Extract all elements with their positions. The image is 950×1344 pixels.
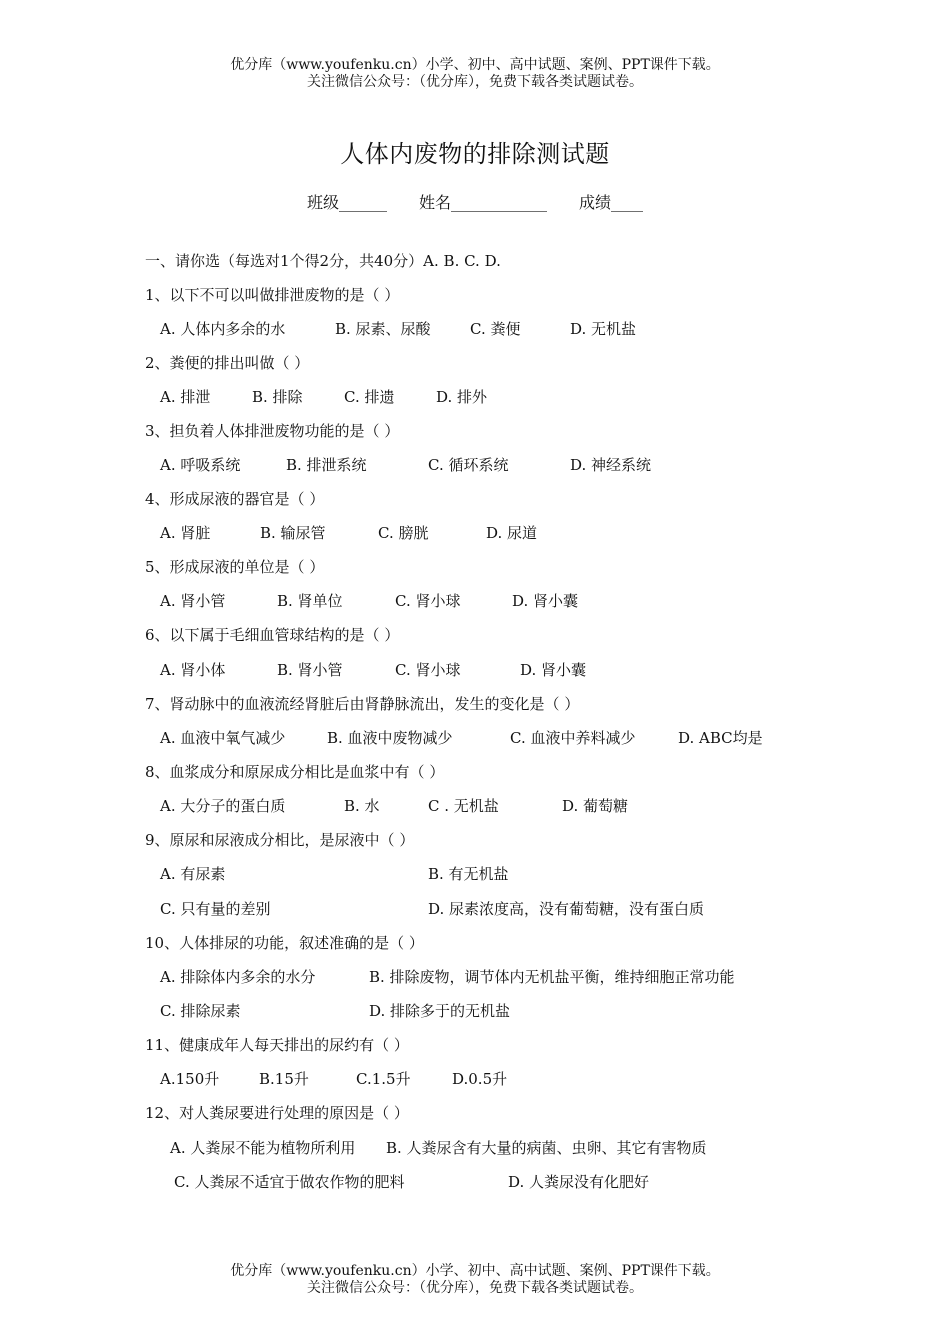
option-a[interactable]: A. 肾脏 — [160, 524, 211, 542]
option-b[interactable]: B. 尿素、尿酸 — [335, 320, 431, 338]
header-line-1: 优分库（www.youfenku.cn）小学、初中、高中试题、案例、PPT课件下载。 — [230, 57, 720, 73]
option-d[interactable]: D. 人粪尿没有化肥好 — [508, 1173, 650, 1191]
question-10: 10、人体排尿的功能，叙述准确的是（ ） — [145, 934, 424, 952]
student-info-row — [0, 190, 950, 213]
option-b[interactable]: B. 人粪尿含有大量的病菌、虫卵、其它有害物质 — [386, 1139, 707, 1157]
option-a[interactable]: A. 人体内多余的水 — [160, 320, 286, 338]
options-7 — [160, 727, 763, 748]
option-a[interactable]: A. 肾小体 — [160, 661, 226, 679]
option-b[interactable]: B. 血液中废物减少 — [327, 729, 453, 747]
options-8 — [160, 795, 628, 816]
option-d[interactable]: D. 尿素浓度高，没有葡萄糖，没有蛋白质 — [428, 900, 705, 918]
option-a[interactable]: A. 肾小管 — [160, 592, 226, 610]
options-12b — [174, 1171, 649, 1192]
option-d[interactable]: D. 肾小囊 — [520, 661, 587, 679]
question-4: 4、形成尿液的器官是（ ） — [145, 490, 325, 508]
options-9a — [160, 863, 509, 884]
option-b[interactable]: B. 输尿管 — [260, 524, 326, 542]
options-11 — [160, 1068, 507, 1089]
option-b[interactable]: B. 有无机盐 — [428, 865, 509, 883]
option-c[interactable]: C. 排除尿素 — [160, 1002, 241, 1020]
option-a[interactable]: A. 排泄 — [160, 388, 211, 406]
options-10b — [160, 1000, 510, 1021]
option-d[interactable]: D.0.5升 — [452, 1070, 508, 1088]
option-d[interactable]: D. 尿道 — [486, 524, 538, 542]
option-b[interactable]: B. 排除废物，调节体内无机盐平衡，维持细胞正常功能 — [369, 968, 735, 986]
option-c[interactable]: C.1.5升 — [356, 1070, 411, 1088]
option-c[interactable]: C. 肾小球 — [395, 661, 461, 679]
option-c[interactable]: C. 粪便 — [470, 320, 521, 338]
options-6 — [160, 659, 586, 680]
option-c[interactable]: C. 血液中养料减少 — [510, 729, 636, 747]
option-b[interactable]: B. 肾单位 — [277, 592, 343, 610]
options-12a — [170, 1137, 707, 1158]
question-9: 9、原尿和尿液成分相比，是尿液中（ ） — [145, 831, 415, 849]
question-12: 12、对人粪尿要进行处理的原因是（ ） — [145, 1104, 409, 1122]
option-c[interactable]: C. 肾小球 — [395, 592, 461, 610]
question-7: 7、肾动脉中的血液流经肾脏后由肾静脉流出，发生的变化是（ ） — [145, 695, 580, 713]
options-1 — [160, 318, 636, 339]
option-a[interactable]: A. 大分子的蛋白质 — [160, 797, 286, 815]
option-c[interactable]: C. 人粪尿不适宜于做农作物的肥料 — [174, 1173, 405, 1191]
option-b[interactable]: B. 排泄系统 — [286, 456, 367, 474]
option-d[interactable]: D. 肾小囊 — [512, 592, 579, 610]
question-2: 2、粪便的排出叫做（ ） — [145, 354, 310, 372]
question-6: 6、以下属于毛细血管球结构的是（ ） — [145, 626, 400, 644]
question-11: 11、健康成年人每天排出的尿约有（ ） — [145, 1036, 409, 1054]
name-field[interactable]: 姓名____________ — [418, 193, 547, 212]
option-a[interactable]: A. 血液中氧气减少 — [160, 729, 286, 747]
option-d[interactable]: D. 排除多于的无机盐 — [369, 1002, 511, 1020]
footer-line-2: 关注微信公众号：（优分库），免费下载各类试题试卷。 — [307, 1280, 643, 1296]
option-b[interactable]: B. 水 — [344, 797, 380, 815]
footer-banner — [0, 1263, 950, 1297]
option-a[interactable]: A. 呼吸系统 — [160, 456, 241, 474]
options-4 — [160, 522, 537, 543]
option-a[interactable]: A.150升 — [160, 1070, 220, 1088]
question-1: 1、以下不可以叫做排泄废物的是（ ） — [145, 286, 400, 304]
option-d[interactable]: D. ABC均是 — [678, 729, 763, 747]
question-3: 3、担负着人体排泄废物功能的是（ ） — [145, 422, 400, 440]
option-a[interactable]: A. 有尿素 — [160, 865, 226, 883]
option-a[interactable]: A. 排除体内多余的水分 — [160, 968, 316, 986]
footer-line-1: 优分库（www.youfenku.cn）小学、初中、高中试题、案例、PPT课件下载。 — [230, 1263, 720, 1279]
option-c[interactable]: C . 无机盐 — [428, 797, 499, 815]
header-banner — [0, 57, 950, 91]
option-b[interactable]: B.15升 — [259, 1070, 309, 1088]
option-c[interactable]: C. 膀胱 — [378, 524, 429, 542]
option-c[interactable]: C. 循环系统 — [428, 456, 509, 474]
score-field[interactable]: 成绩____ — [579, 193, 644, 212]
page-title: 人体内废物的排除测试题 — [340, 140, 610, 168]
options-9b — [160, 898, 704, 919]
options-3 — [160, 454, 651, 475]
question-5: 5、形成尿液的单位是（ ） — [145, 558, 325, 576]
options-2 — [160, 386, 487, 407]
option-d[interactable]: D. 无机盐 — [570, 320, 637, 338]
option-b[interactable]: B. 肾小管 — [277, 661, 343, 679]
section-heading: 一、请你选（每选对1个得2分，共40分）A. B. C. D. — [145, 252, 501, 270]
option-c[interactable]: C. 排遗 — [344, 388, 395, 406]
options-10a — [160, 966, 735, 987]
option-d[interactable]: D. 排外 — [436, 388, 488, 406]
question-8: 8、血浆成分和原尿成分相比是血浆中有（ ） — [145, 763, 445, 781]
header-line-2: 关注微信公众号：（优分库），免费下载各类试题试卷。 — [307, 74, 643, 90]
class-field[interactable]: 班级______ — [306, 193, 387, 212]
option-c[interactable]: C. 只有量的差别 — [160, 900, 271, 918]
option-a[interactable]: A. 人粪尿不能为植物所利用 — [170, 1139, 356, 1157]
option-b[interactable]: B. 排除 — [252, 388, 303, 406]
options-5 — [160, 590, 578, 611]
option-d[interactable]: D. 葡萄糖 — [562, 797, 629, 815]
option-d[interactable]: D. 神经系统 — [570, 456, 652, 474]
